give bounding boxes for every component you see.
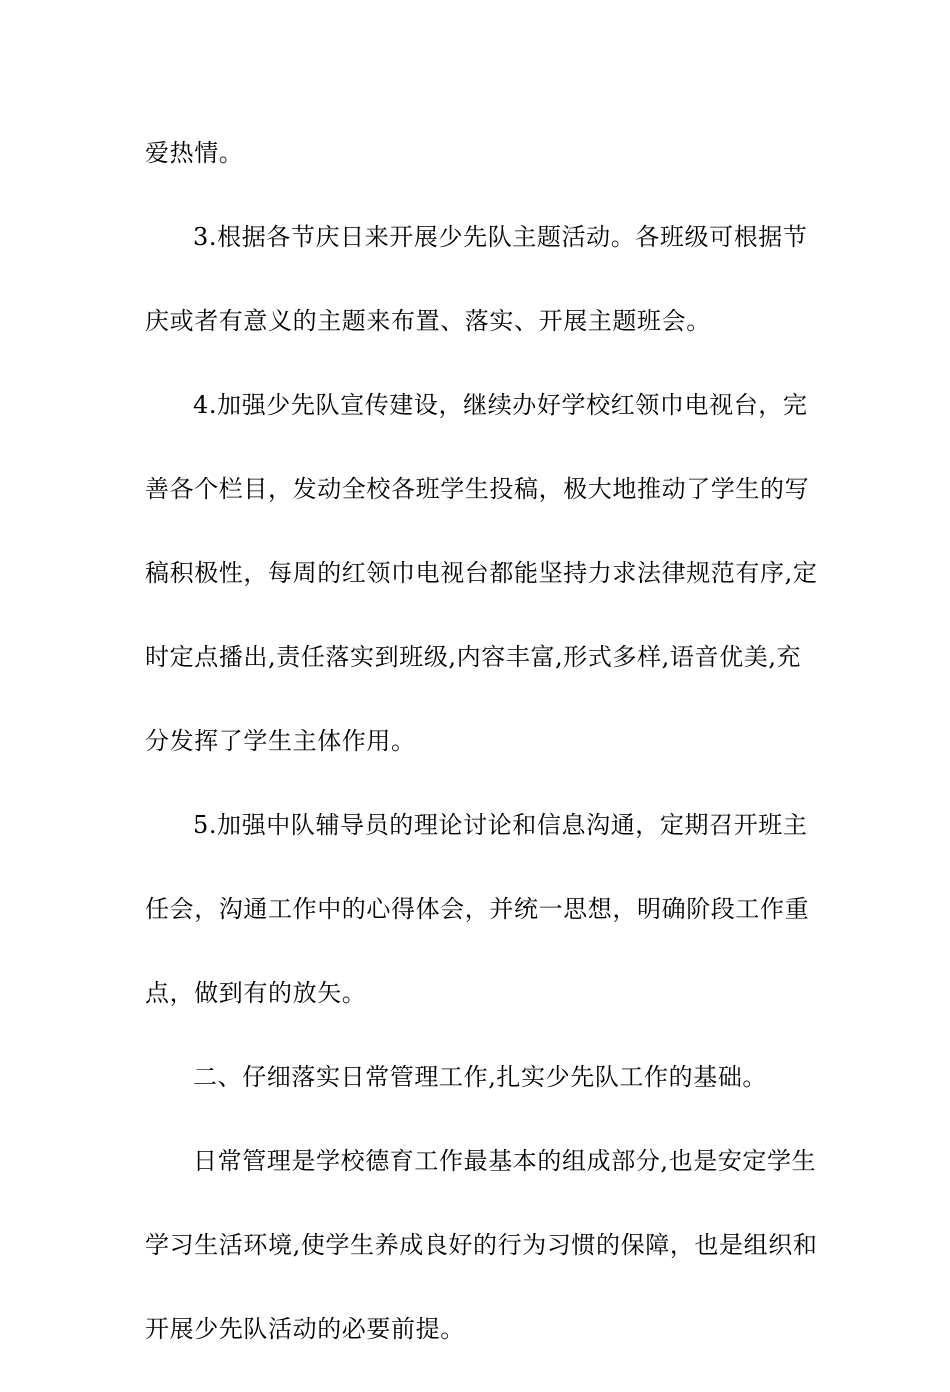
paragraph-daily-management-line-1: 日常管理是学校德育工作最基本的组成部分,也是安定学生 (193, 1147, 817, 1175)
paragraph-item-4-line-4: 时定点播出,责任落实到班级,内容丰富,形式多样,语音优美,充 (145, 643, 802, 671)
section-heading: 二、仔细落实日常管理工作,扎实少先队工作的基础。 (193, 1063, 768, 1091)
paragraph-item-4-line-2: 善各个栏目，发动全校各班学生投稿，极大地推动了学生的写 (145, 475, 810, 503)
paragraph-item-5-line-3: 点，做到有的放矢。 (145, 979, 367, 1007)
paragraph-daily-management-line-2: 学习生活环境,使学生养成良好的行为习惯的保障，也是组织和 (145, 1231, 818, 1259)
paragraph-item-5-line-1: 5.加强中队辅导员的理论讨论和信息沟通，定期召开班主 (193, 811, 808, 839)
paragraph-item-5-line-2: 任会，沟通工作中的心得体会，并统一思想，明确阶段工作重 (145, 895, 810, 923)
paragraph-item-4-line-1: 4.加强少先队宣传建设，继续办好学校红领巾电视台，完 (193, 391, 808, 419)
paragraph-item-4-line-3: 稿积极性，每周的红领巾电视台都能坚持力求法律规范有序,定 (145, 559, 818, 587)
paragraph-daily-management-line-3: 开展少先队活动的必要前提。 (145, 1315, 465, 1343)
paragraph-item-3-line-1: 3.根据各节庆日来开展少先队主题活动。各班级可根据节 (193, 223, 808, 251)
text-line: 爱热情。 (145, 139, 244, 167)
document-body (145, 132, 818, 1392)
paragraph-item-3-line-2: 庆或者有意义的主题来布置、落实、开展主题班会。 (145, 307, 711, 335)
paragraph-item-4-line-5: 分发挥了学生主体作用。 (145, 727, 416, 755)
